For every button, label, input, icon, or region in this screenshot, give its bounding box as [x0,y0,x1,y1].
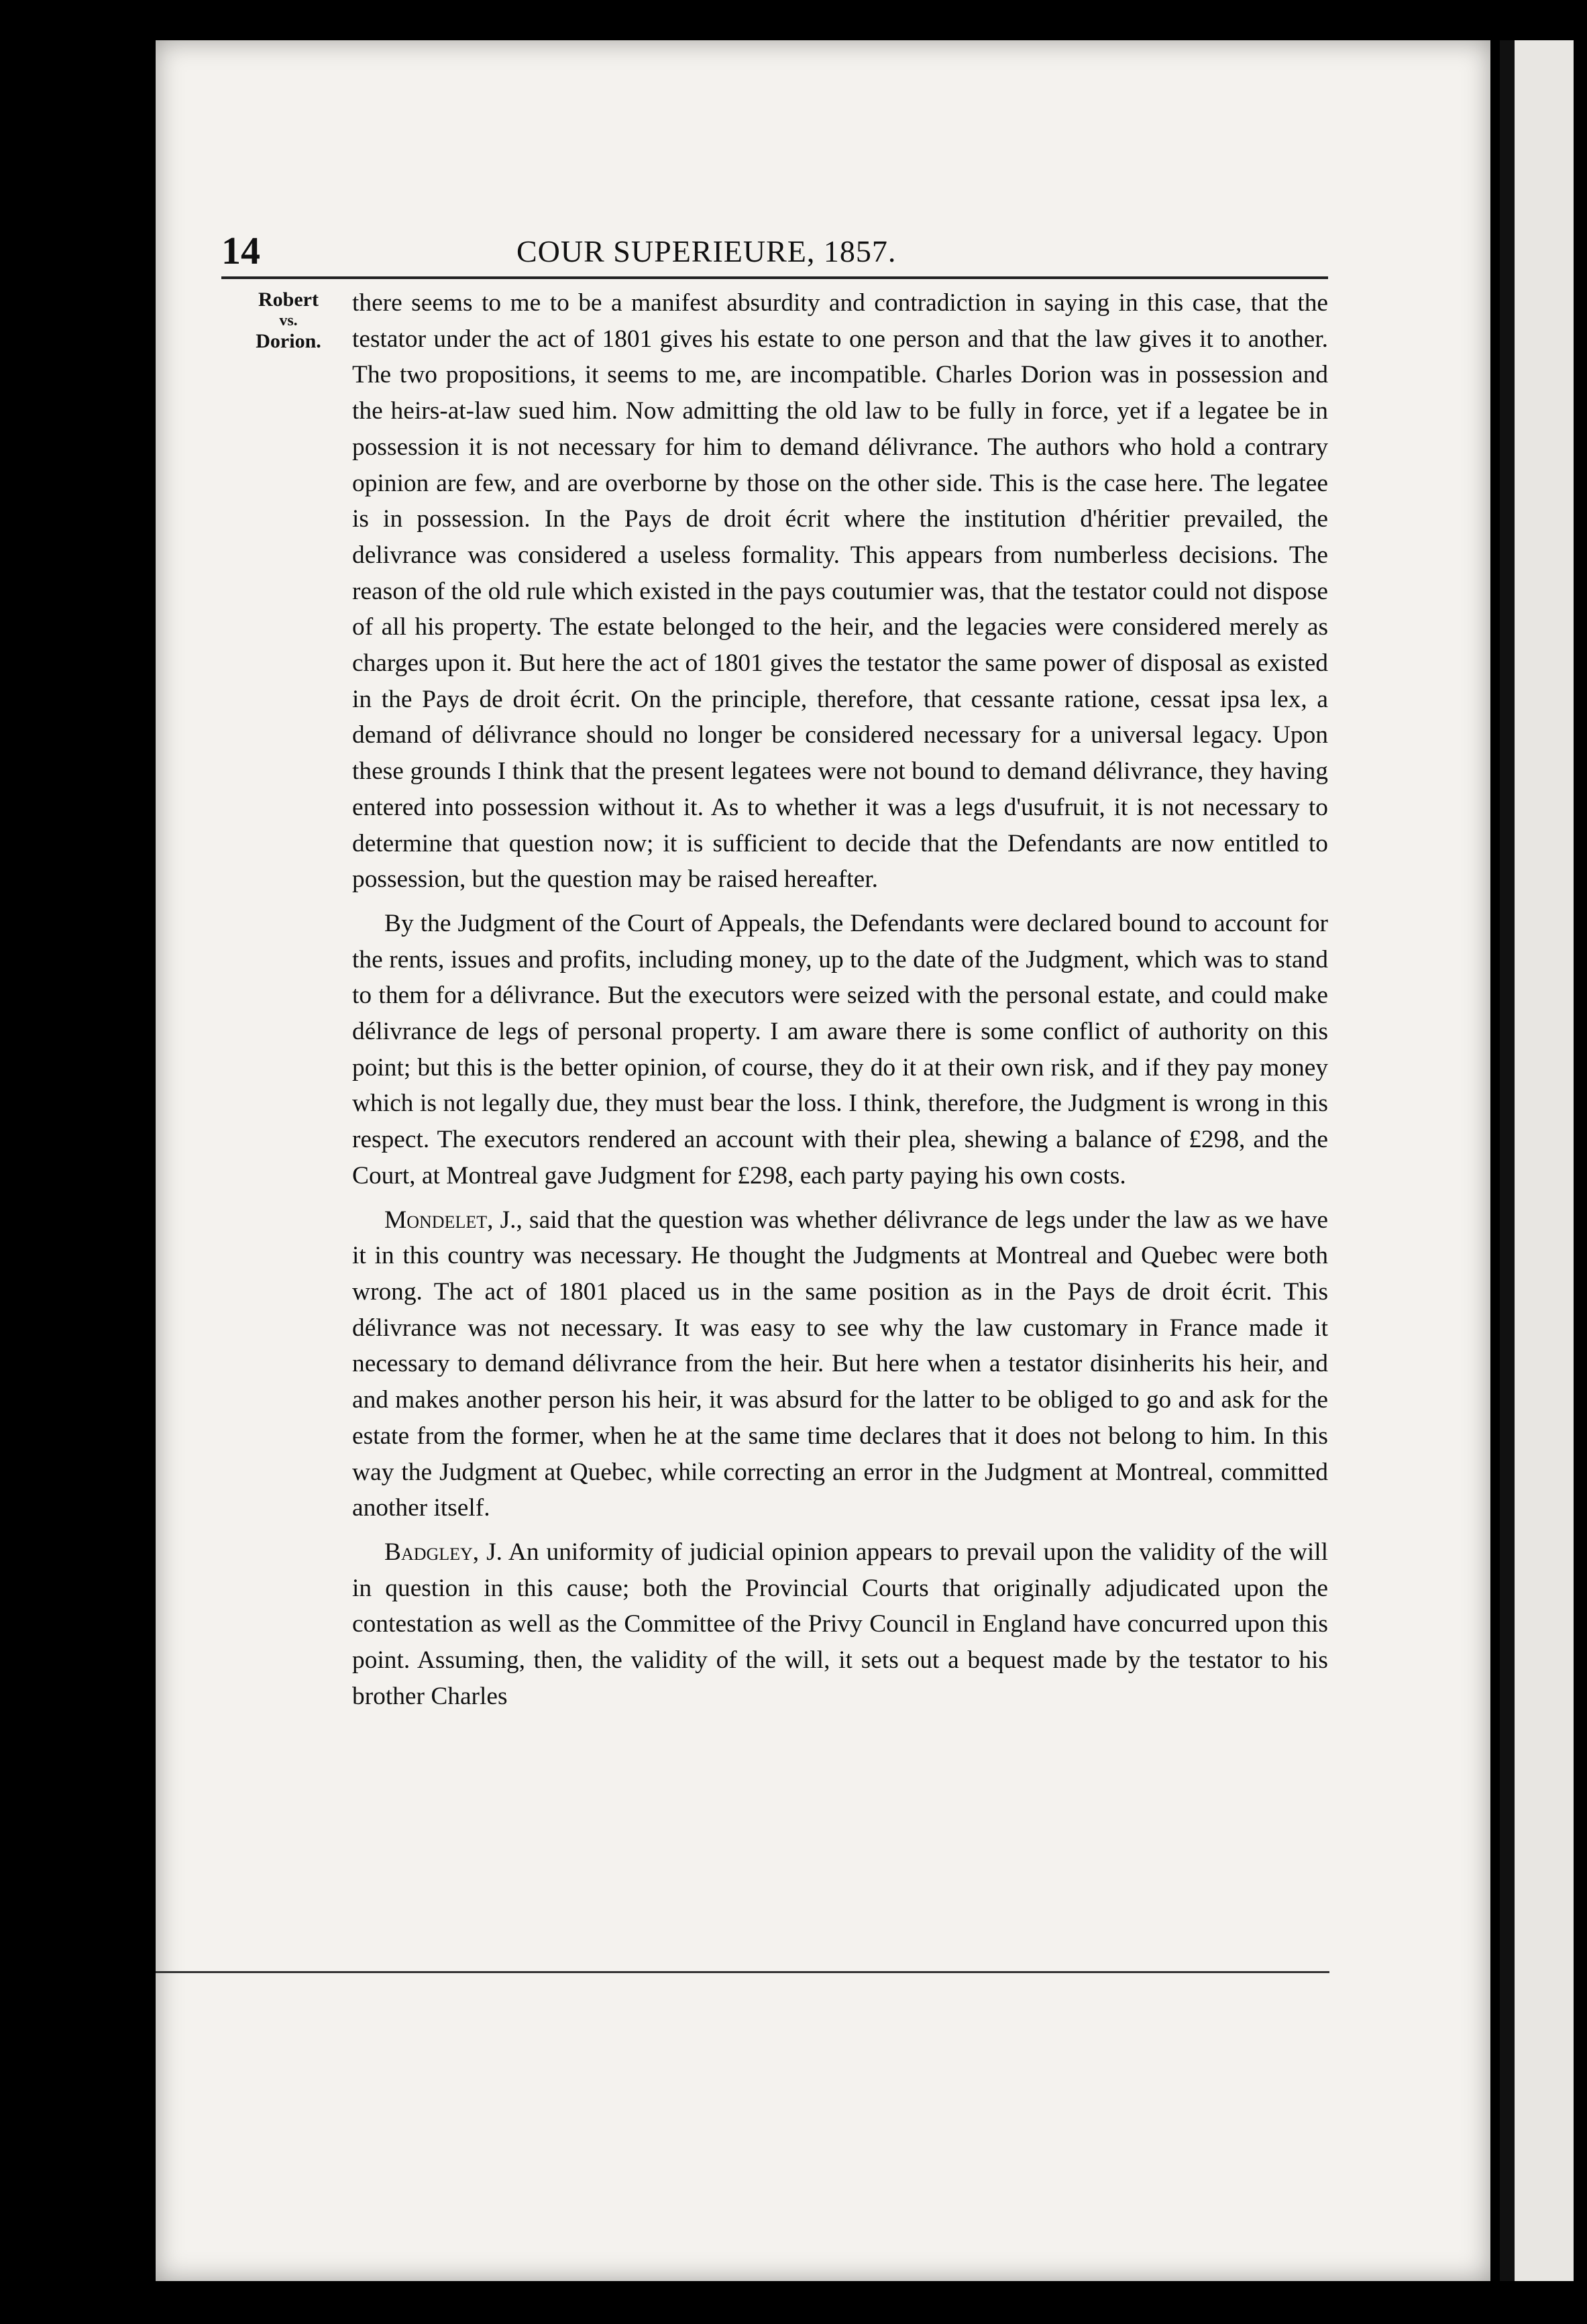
header-rule [221,276,1328,279]
case-margin-note [221,288,355,354]
running-title: COUR SUPERIEURE, 1857. [516,234,897,268]
page-header [221,228,1328,282]
margin-note-versus: vs. [279,311,298,329]
page-number: 14 [221,229,260,272]
scan-artifact-line [156,1971,1329,1973]
speaker-name: Badgley, J. [384,1538,502,1566]
paragraph-1: there seems to me to be a manifest absurdity and contradiction in saying in this case, that the testator under the act of 1801 gives his estate to one person and that the law gives it to another. The two propositions, it seems to me, are incompatible. Charles Dorion was in possession and the heirs-at-law sued him. Now admitting the old law to be fully in force, yet if a legatee be in possession it is not necessary for him to demand délivrance. The authors who hold a contrary opinion are few, and are overborne by those on the other side. This is the case here. The legatee is in possession. In the Pays de droit écrit where the institution d'héritier prevailed, the delivrance was considered a useless formality. This appears from numberless decisions. The reason of the old rule which existed in the pays coutumier was, that the testator could not dispose of all his property. The estate belonged to the heir, and the legacies were considered merely as charges upon it. But here the act of 1801 gives the testator the same power of disposal as existed in the Pays de droit écrit. On the principle, therefore, that cessante ratione, cessat ipsa lex, a demand of délivrance should no longer be considered necessary for a universal legacy. Upon these grounds I think that the present legatees were not bound to demand délivrance, they having entered into possession without it. As to whether it was a legs d'usufruit, it is not necessary to determine that question now; it is sufficient to decide that the Defendants are now entitled to possession, but the question may be raised hereafter. [352,289,1328,894]
paragraph-3-text: , said that the question was whether délivrance de legs under the law as we have it in this country was necessary. He thought the Judgments at Montreal and Quebec were both wrong. The act of 1801 placed us in the same position as in the Pays de droit écrit. This délivrance was not necessary. It was easy to see why the law customary in France made it necessary to demand délivrance from the heir. But here when a testator disinherits his heir, and and makes another person his heir, it was absurd for the latter to be obliged to go and ask for the estate from the former, when he at the same time declares that it does not belong to him. In this way the Judgment at Quebec, while correcting an error in the Judgment at Montreal, committed another itself. [352,1206,1328,1522]
margin-note-defendant: Dorion. [256,330,321,353]
paragraph-3 [352,1202,1328,1526]
body-text [352,285,1328,1722]
paragraph-4-text: An uniformity of judicial opinion appears to prevail upon the validity of the will in question in this cause; both the Provincial Courts that originally adjudicated upon the contestation as well as the Committee of the Privy Council in England have concurred upon this point. Assuming, then, the validity of the will, it sets out a bequest made by the testator to his brother Charles [352,1538,1329,1710]
speaker-name: Mondelet, J. [384,1206,516,1234]
paragraph-4 [352,1534,1328,1715]
page-gutter-shadow [1500,40,1515,2281]
adjacent-page-edge [1500,40,1574,2281]
margin-note-plaintiff: Robert [258,288,319,311]
paragraph-2: By the Judgment of the Court of Appeals, the Defendants were declared bound to account for the rents, issues and profits, including money, up to the date of the Judgment, which was to stand to them for a délivrance. But the executors were seized with the personal estate, and could make délivrance de legs of personal property. I am aware there is some conflict of authority on this point; but this is the better opinion, of course, they do it at their own risk, and if they pay money which is not legally due, they must bear the loss. I think, therefore, the Judgment is wrong in this respect. The executors rendered an account with their plea, shewing a balance of £298, and the Court, at Montreal gave Judgment for £298, each party paying his own costs. [352,909,1328,1190]
